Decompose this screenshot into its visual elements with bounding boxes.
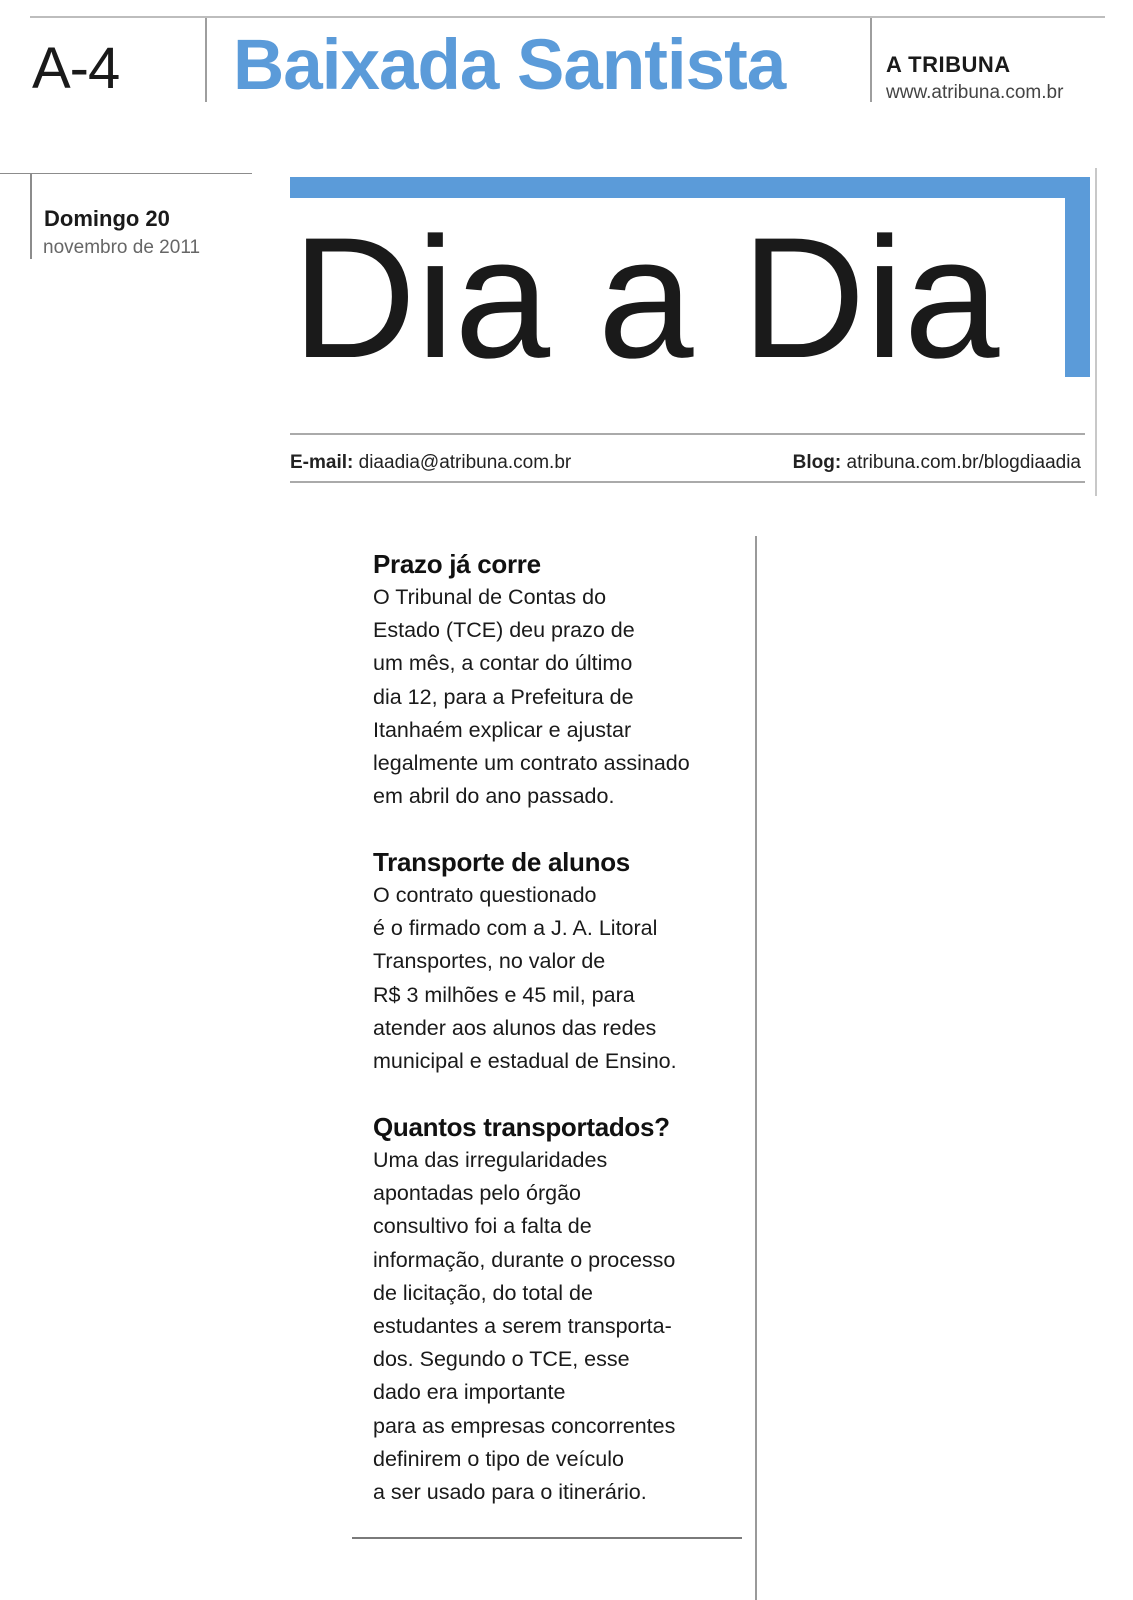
news-item bbox=[373, 547, 743, 813]
blog-link[interactable]: atribuna.com.br/blogdiaadia bbox=[846, 452, 1081, 473]
masthead-divider bbox=[870, 18, 872, 102]
masthead-top-rule bbox=[30, 16, 1105, 18]
contact-top-rule bbox=[290, 433, 1085, 435]
column-title: Dia a Dia bbox=[292, 202, 1000, 394]
section-title: Baixada Santista bbox=[233, 26, 786, 105]
newspaper-brand: A TRIBUNA bbox=[886, 52, 1011, 77]
column-bottom-rule bbox=[352, 1537, 742, 1539]
news-item bbox=[373, 1110, 743, 1509]
website-link[interactable]: www.atribuna.com.br bbox=[886, 82, 1064, 103]
column-frame-top bbox=[290, 177, 1090, 198]
column-frame-line bbox=[1095, 168, 1097, 496]
news-item-heading: Transporte de alunos bbox=[373, 847, 630, 877]
blog-contact bbox=[793, 453, 1081, 472]
email-label: E-mail: bbox=[290, 452, 354, 473]
page-number: A-4 bbox=[32, 36, 120, 101]
date-rule bbox=[0, 173, 252, 174]
email-contact bbox=[290, 453, 571, 472]
news-item-heading: Prazo já corre bbox=[373, 549, 541, 579]
publication-month-year: novembro de 2011 bbox=[43, 237, 201, 258]
contact-bottom-rule bbox=[290, 481, 1085, 483]
news-item-heading: Quantos transportados? bbox=[373, 1112, 670, 1142]
blog-label: Blog: bbox=[792, 452, 842, 473]
column-divider bbox=[755, 536, 757, 1600]
news-item bbox=[373, 845, 743, 1078]
email-address[interactable]: diaadia@atribuna.com.br bbox=[358, 452, 572, 473]
news-item-body: O contrato questionado é o firmado com a J. A. Litoral Transportes, no valor de R$ 3 milhões e 45 mil, para atender aos alunos das redes municipal e estadual de Ensino. bbox=[373, 883, 677, 1074]
news-item-body: O Tribunal de Contas do Estado (TCE) deu prazo de um mês, a contar do último dia 12, para a Prefeitura de Itanhaém explicar e ajustar legalmente um contrato assinado em abril do ano passado. bbox=[373, 585, 690, 809]
column-frame-right bbox=[1065, 177, 1090, 377]
masthead-divider bbox=[205, 18, 207, 102]
publication-day: Domingo 20 bbox=[44, 206, 170, 231]
news-item-body: Uma das irregularidades apontadas pelo órgão consultivo foi a falta de informação, durante o processo de licitação, do total de estudantes a serem transporta- dos. Segundo o TCE, esse dado era importante para as empresas concorrentes definirem o tipo de veículo a ser usado para o itinerário. bbox=[373, 1148, 676, 1505]
date-divider bbox=[30, 173, 32, 259]
